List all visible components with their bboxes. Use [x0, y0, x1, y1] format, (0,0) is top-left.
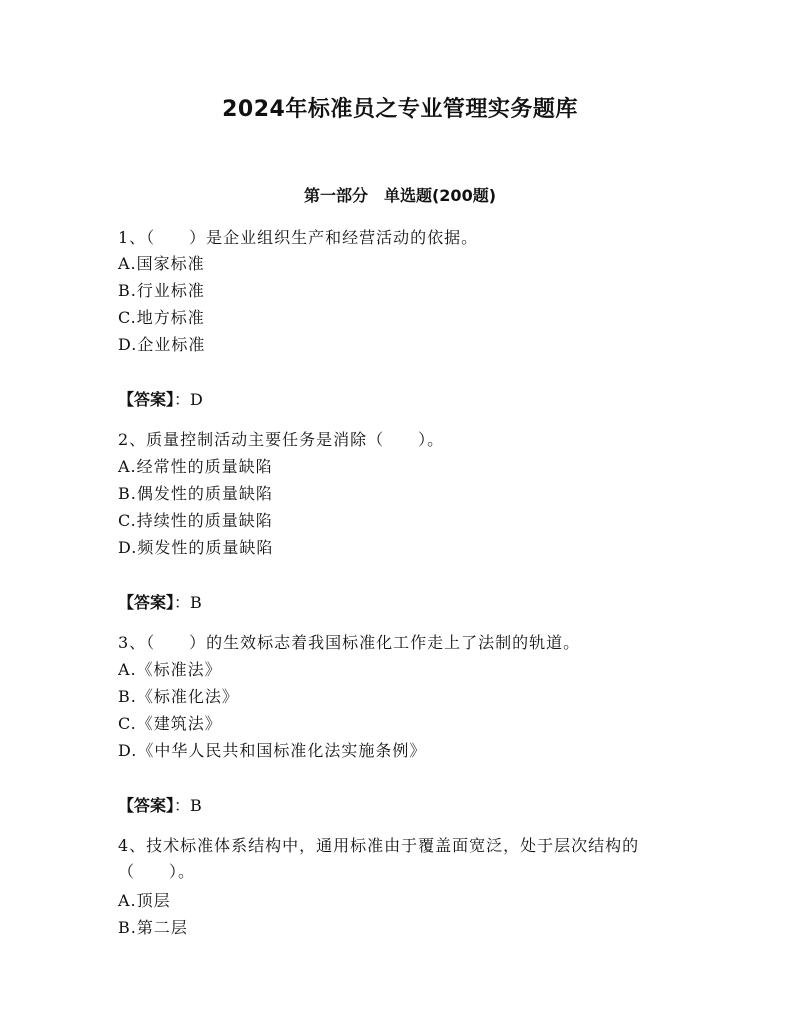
question-1-option-c: C.地方标准	[118, 308, 205, 327]
question-1-option-a: A.国家标准	[118, 254, 205, 273]
question-3-answer	[118, 796, 202, 816]
question-2-stem: 2、质量控制活动主要任务是消除（ ）。	[118, 430, 445, 449]
question-4-stem-line-1: 4、技术标准体系结构中，通用标准由于覆盖面宽泛，处于层次结构的	[118, 836, 640, 855]
question-4-option-a: A.顶层	[118, 891, 171, 910]
question-2-answer	[118, 593, 202, 613]
question-4-stem-line-2: （ ）。	[118, 862, 196, 881]
answer-value: D	[190, 390, 203, 409]
answer-label: 【答案】	[118, 796, 175, 815]
question-2-option-c: C.持续性的质量缺陷	[118, 511, 273, 530]
question-3-stem: 3、（ ）的生效标志着我国标准化工作走上了法制的轨道。	[118, 633, 581, 652]
question-3-option-b: B.《标准化法》	[118, 687, 239, 706]
answer-label: 【答案】	[118, 390, 175, 409]
answer-separator: ：	[174, 796, 191, 815]
question-3-option-d: D.《中华人民共和国标准化法实施条例》	[118, 741, 427, 760]
question-3-option-a: A.《标准法》	[118, 660, 222, 679]
question-1-answer	[118, 390, 203, 410]
question-2-option-b: B.偶发性的质量缺陷	[118, 484, 273, 503]
section-title: 第一部分 单选题(200题)	[303, 186, 497, 205]
question-2-option-a: A.经常性的质量缺陷	[118, 457, 273, 476]
document-title: 2024年标准员之专业管理实务题库	[222, 97, 578, 122]
answer-value: B	[190, 593, 202, 612]
answer-separator: ：	[174, 593, 191, 612]
question-1-option-d: D.企业标准	[118, 335, 206, 354]
answer-value: B	[190, 796, 202, 815]
question-2-option-d: D.频发性的质量缺陷	[118, 538, 274, 557]
answer-separator: ：	[174, 390, 191, 409]
answer-label: 【答案】	[118, 593, 175, 612]
question-3-option-c: C.《建筑法》	[118, 714, 222, 733]
question-1-option-b: B.行业标准	[118, 281, 205, 300]
question-4-option-b: B.第二层	[118, 918, 188, 937]
question-1-stem: 1、（ ）是企业组织生产和经营活动的依据。	[118, 228, 479, 247]
